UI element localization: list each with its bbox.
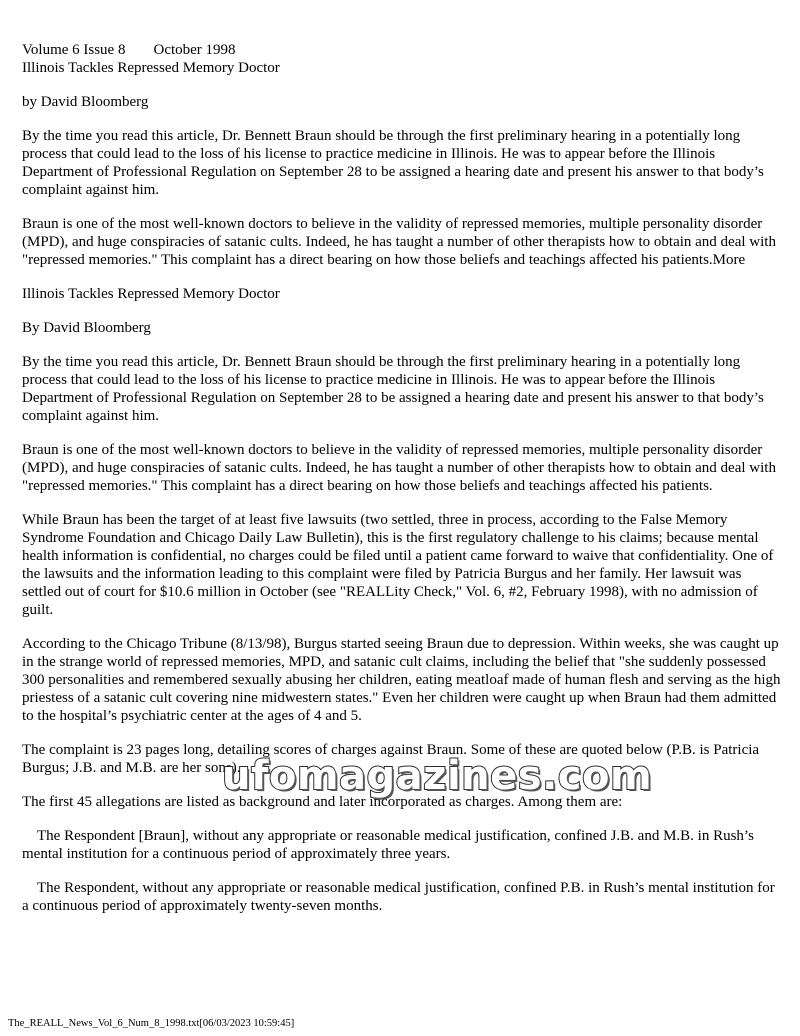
article-paragraph: The complaint is 23 pages long, detailing scores of charges against Braun. Some of these are quoted below (P.B. is Patricia Burgus; J.B. and M.B. are her sons).: [22, 742, 760, 776]
article-paragraph: Braun is one of the most well-known doctors to believe in the validity of repressed memories, multiple personality disorder (MPD), and huge conspiracies of satanic cults. Indeed, he has taught a number of other therapists how to obtain and deal with "repressed memories." This complaint has a direct bearing on how those beliefs and teachings affected his patients.: [22, 442, 776, 494]
more-link[interactable]: More: [712, 252, 746, 268]
article-byline: By David Bloomberg: [22, 320, 151, 336]
issue-date: October 1998: [153, 42, 236, 58]
summary-byline: by David Bloomberg: [22, 94, 149, 110]
article-title: Illinois Tackles Repressed Memory Doctor: [22, 286, 280, 302]
quoted-allegation: The Respondent, without any appropriate or reasonable medical justification, confined P.B. in Rush’s mental institution for a continuous period of approximately twenty-seven months.: [22, 880, 775, 914]
file-footer: The_REALL_News_Vol_6_Num_8_1998.txt[06/03/2023 10:59:45]: [8, 1018, 295, 1029]
issue-line: [22, 41, 782, 59]
quoted-allegation: The Respondent [Braun], without any appropriate or reasonable medical justification, confined J.B. and M.B. in Rush’s mental institution for a continuous period of approximately three years.: [22, 828, 754, 862]
article-paragraph: According to the Chicago Tribune (8/13/98), Burgus started seeing Braun due to depression. Within weeks, she was caught up in the strange world of repressed memories, MPD, and satanic cult claims, including the belief that "she suddenly possessed 300 personalities and remembered sexually abusing her children, eating meatloaf made of human flesh and serving as the high priestess of a satanic cult covering nine midwestern states." Even her children were caught up when Braun had them admitted to the hospital’s psychiatric center at the ages of 4 and 5.: [22, 636, 781, 724]
summary-title: Illinois Tackles Repressed Memory Doctor: [22, 60, 280, 76]
volume-issue: Volume 6 Issue 8: [22, 42, 126, 58]
summary-paragraph: [22, 215, 782, 269]
article-paragraph: By the time you read this article, Dr. Bennett Braun should be through the first preliminary hearing in a potentially long process that could lead to the loss of his license to practice medicine in Illinois. He was to appear before the Illinois Department of Professional Regulation on September 28 to be assigned a hearing date and present his answer to that body’s complaint against him.: [22, 354, 764, 424]
article-paragraph: While Braun has been the target of at least five lawsuits (two settled, three in process, according to the False Memory Syndrome Foundation and Chicago Daily Law Bulletin), this is the first regulatory challenge to his claims; because mental health information is confidential, no charges could be filed until a patient came forward to waive that confidentiality. One of the lawsuits and the information leading to this complaint were filed by Patricia Burgus and her family. Her lawsuit was settled out of court for $10.6 million in October (see "REALLity Check," Vol. 6, #2, February 1998), with no admission of guilt.: [22, 512, 774, 618]
document-page: [22, 41, 782, 931]
article-paragraph: The first 45 allegations are listed as background and later incorporated as charges. Among them are:: [22, 794, 623, 810]
summary-paragraph: By the time you read this article, Dr. Bennett Braun should be through the first preliminary hearing in a potentially long process that could lead to the loss of his license to practice medicine in Illinois. He was to appear before the Illinois Department of Professional Regulation on September 28 to be assigned a hearing date and present his answer to that body’s complaint against him.: [22, 128, 764, 198]
summary-paragraph-text: Braun is one of the most well-known doctors to believe in the validity of repressed memories, multiple personality disorder (MPD), and huge conspiracies of satanic cults. Indeed, he has taught a number of other therapists how to obtain and deal with "repressed memories." This complaint has a direct bearing on how those beliefs and teachings affected his patients.: [22, 216, 776, 268]
site-watermark: ufomagazines.com: [222, 753, 653, 799]
issue-header: [22, 41, 782, 77]
